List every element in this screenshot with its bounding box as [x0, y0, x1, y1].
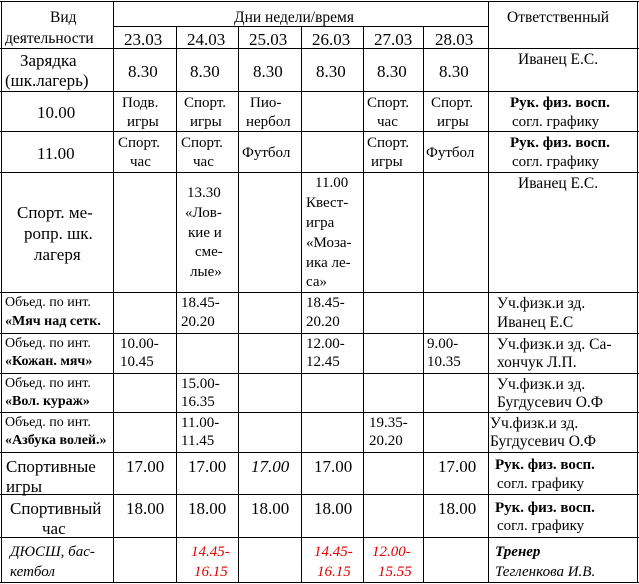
r1-label-1: Зарядка	[20, 51, 77, 70]
r9-resp-2: согл. графику	[497, 476, 585, 492]
r4-c4-5: ика ле-	[306, 255, 351, 271]
r2-c3-1: Пио-	[250, 95, 282, 111]
r1-time-4: 8.30	[316, 62, 346, 81]
r2-resp-1: Рук. физ. восп.	[510, 95, 610, 111]
r6-resp-1: Уч.физк.и зд. Са-	[497, 336, 612, 353]
r1-time-1: 8.30	[128, 62, 158, 81]
r1-time-3: 8.30	[253, 62, 283, 81]
r8-c2-1: 11.00-	[181, 415, 220, 431]
r10-time-4: 18.00	[314, 499, 353, 518]
r3-c5-2: игры	[371, 154, 403, 170]
r10-label-1: Спортивный	[10, 499, 102, 518]
r11-c2-1: 14.45-	[191, 544, 230, 560]
r5-c2-1: 18.45-	[181, 295, 220, 311]
r11-label-1: ДЮСШ, бас-	[10, 544, 95, 560]
header-activity-line1: Вид	[50, 9, 77, 26]
r2-c5-1: Спорт.	[367, 95, 410, 111]
r5-c4-2: 20.20	[306, 314, 340, 330]
r2-c2-1: Спорт.	[184, 95, 227, 111]
r8-c2-2: 11.45	[181, 433, 215, 449]
r1-time-2: 8.30	[190, 62, 220, 81]
r9-time-1: 17.00	[126, 457, 165, 476]
r3-c2-1: Спорт.	[181, 135, 224, 151]
r2-label: 10.00	[37, 103, 76, 122]
r7-c2-2: 16.35	[181, 394, 215, 410]
date-1: 23.03	[124, 30, 163, 49]
r8-c5-2: 20.20	[369, 433, 403, 449]
r8-label-2: «Азбука волей.»	[5, 433, 107, 448]
r2-c1-1: Подв.	[122, 95, 159, 111]
date-5: 27.03	[374, 30, 413, 49]
r1-time-6: 8.30	[439, 62, 469, 81]
r3-c3: Футбол	[242, 145, 291, 161]
r1-time-5: 8.30	[377, 62, 407, 81]
r3-c5-1: Спорт.	[367, 135, 410, 151]
r8-resp-1: Уч.физк.и зд.	[490, 415, 579, 432]
r3-resp-1: Рук. физ. восп.	[510, 135, 610, 151]
r9-time-3: 17.00	[251, 457, 290, 476]
r2-c6-1: Спорт.	[431, 95, 474, 111]
r4-label-2: ропр. шк.	[24, 224, 93, 243]
r4-c4-4: «Моза-	[306, 235, 352, 251]
r4-resp: Иванец Е.С.	[518, 175, 599, 192]
r3-c1-2: час	[130, 154, 151, 170]
r1-label-2: (шк.лагерь)	[5, 71, 89, 90]
r9-time-6: 17.00	[438, 457, 477, 476]
r11-label-2: кетбол	[10, 564, 55, 580]
r3-resp-2: согл. графику	[512, 154, 600, 170]
r7-label-1: Объед. по инт.	[5, 376, 91, 391]
r6-c4-1: 12.00-	[306, 336, 345, 352]
r2-resp-2: согл. графику	[512, 114, 600, 130]
r9-label-2: игры	[6, 477, 42, 496]
r3-c6: Футбол	[426, 145, 475, 161]
r2-c5-2: час	[377, 114, 398, 130]
r6-label-1: Объед. по инт.	[5, 336, 91, 351]
r5-label-2: «Мяч над сетк.	[5, 314, 101, 329]
header-activity-line2: деятельности	[5, 30, 94, 47]
r3-c2-2: час	[193, 154, 214, 170]
r9-resp-1: Рук. физ. восп.	[495, 457, 595, 473]
r2-c3-2: нербол	[246, 114, 291, 130]
r9-label-1: Спортивные	[6, 457, 96, 476]
r11-c5-2: 15.55	[378, 564, 412, 580]
r11-c4-2: 16.15	[317, 564, 351, 580]
date-4: 26.03	[312, 30, 351, 49]
r4-c4-2: Квест-	[306, 195, 349, 211]
r3-c1-1: Спорт.	[118, 135, 161, 151]
date-2: 24.03	[187, 30, 226, 49]
r11-c5-1: 12.00-	[372, 544, 411, 560]
r4-c2-5: лые»	[190, 264, 222, 280]
r7-resp-1: Уч.физк.и зд.	[497, 376, 586, 393]
r8-c5-1: 19.35-	[369, 415, 408, 431]
r11-resp-1: Тренер	[495, 544, 541, 560]
r9-time-2: 17.00	[188, 457, 227, 476]
r6-c4-2: 12.45	[306, 354, 340, 370]
r4-c4-6: са»	[306, 274, 327, 290]
r2-c6-2: игры	[437, 114, 469, 130]
r6-c6-2: 10.35	[427, 354, 461, 370]
r11-c4-1: 14.45-	[314, 544, 353, 560]
r4-c2-2: «Лов-	[185, 205, 222, 221]
header-responsible: Ответственный	[507, 9, 610, 26]
r10-time-6: 18.00	[438, 499, 477, 518]
r4-label-1: Спорт. ме-	[17, 203, 93, 222]
r8-resp-2: Бугдусевич О.Ф	[490, 433, 597, 450]
r5-resp-1: Уч.физк.и зд.	[497, 295, 586, 312]
r6-resp-2: хончук Л.П.	[497, 354, 577, 371]
r2-c2-2: игры	[190, 114, 222, 130]
r4-label-3: лагеря	[34, 245, 81, 264]
r2-c1-2: игры	[127, 114, 159, 130]
r11-c2-2: 16.15	[194, 564, 228, 580]
r6-c6-1: 9.00-	[427, 336, 459, 352]
r10-time-3: 18.00	[251, 499, 290, 518]
r10-time-2: 18.00	[188, 499, 227, 518]
r3-label: 11.00	[37, 144, 75, 163]
r10-resp-2: согл. графику	[497, 518, 585, 534]
header-days: Дни недели/время	[234, 9, 354, 26]
r10-time-1: 18.00	[126, 499, 165, 518]
r10-resp-1: Рук. физ. восп.	[495, 500, 595, 516]
r5-label-1: Объед. по инт.	[5, 295, 91, 310]
r6-c1-2: 10.45	[120, 354, 154, 370]
r4-c2-3: кие и	[188, 225, 222, 241]
r4-c4-1: 11.00	[315, 175, 349, 191]
r5-resp-2: Иванец Е.С	[497, 314, 574, 331]
r9-time-4: 17.00	[314, 457, 353, 476]
r7-c2-1: 15.00-	[181, 376, 220, 392]
date-3: 25.03	[249, 30, 288, 49]
r4-c4-3: игра	[306, 215, 335, 231]
r8-label-1: Объед. по инт.	[5, 415, 91, 430]
r6-c1-1: 10.00-	[120, 336, 159, 352]
r5-c2-2: 20.20	[181, 314, 215, 330]
r4-c2-4: сме-	[195, 244, 223, 260]
date-6: 28.03	[435, 30, 474, 49]
r1-resp: Иванец Е.С.	[518, 51, 599, 68]
r10-label-2: час	[42, 519, 66, 538]
r4-c2-1: 13.30	[187, 185, 221, 201]
r7-label-2: «Вол. кураж»	[5, 394, 90, 409]
r7-resp-2: Бугдусевич О.Ф	[497, 394, 604, 411]
r5-c4-1: 18.45-	[306, 295, 345, 311]
r11-resp-2: Тегленкова И.В.	[495, 564, 596, 580]
r6-label-2: «Кожан. мяч»	[5, 354, 93, 369]
